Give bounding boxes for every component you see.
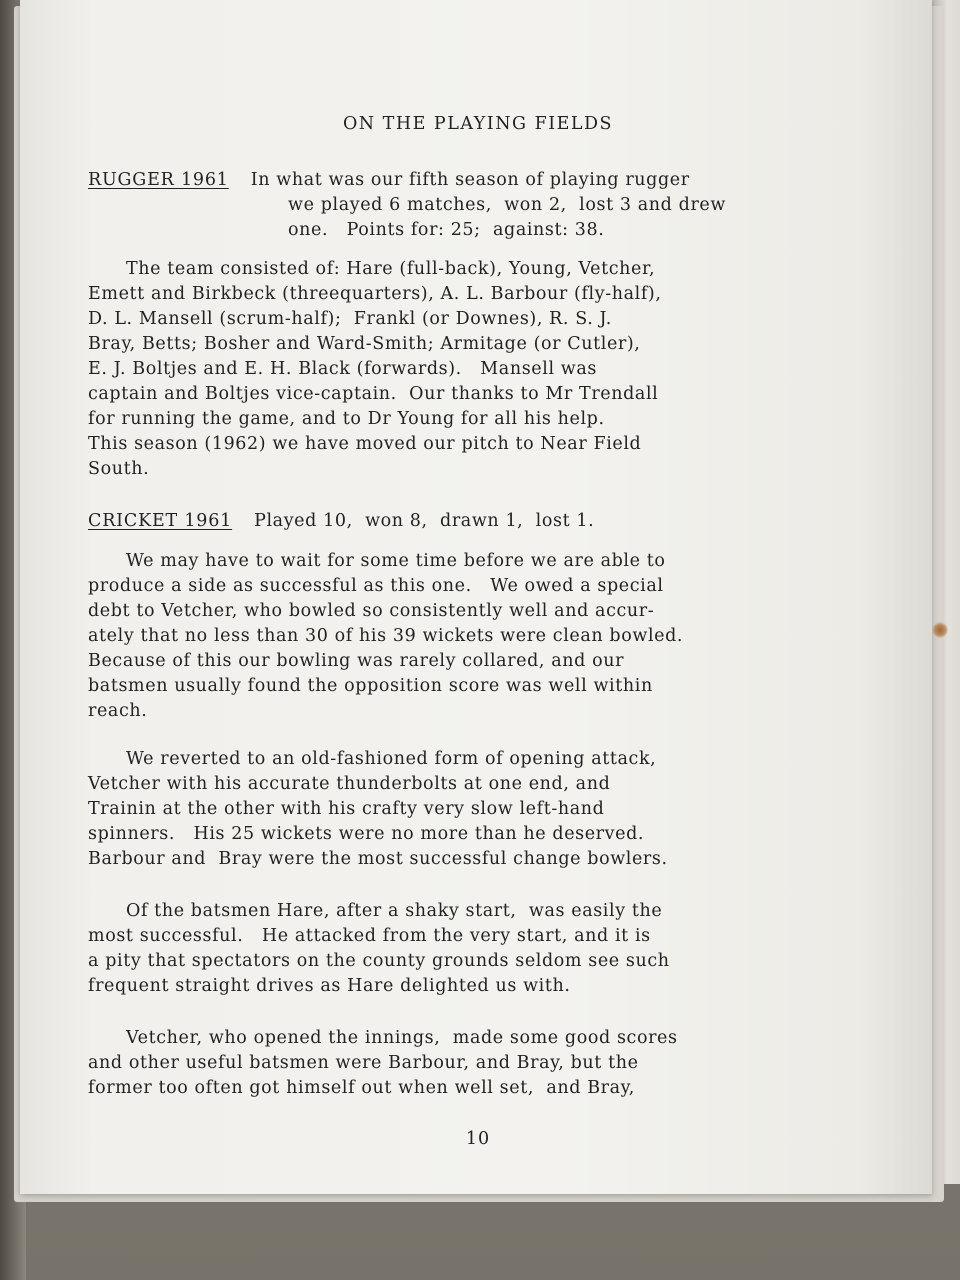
rugger-intro-line-1: In what was our fifth season of playing rugger (250, 170, 690, 190)
cricket-para3-line: a pity that spectators on the county grounds seldom see such (88, 951, 670, 971)
staple-rust-mark (932, 622, 948, 638)
cricket-para1-line: ately that no less than 30 of his 39 wickets were clean bowled. (88, 626, 684, 646)
cricket-para2-line: Trainin at the other with his crafty very slow left-hand (88, 799, 605, 819)
rugger-team-line: D. L. Mansell (scrum-half); Frankl (or Downes), R. S. J. (88, 309, 612, 329)
rugger-team-line: for running the game, and to Dr Young for all his help. (88, 409, 605, 429)
cricket-para3-line: Of the batsmen Hare, after a shaky start, was easily the (126, 901, 663, 921)
cricket-para3-line: most successful. He attacked from the very start, and it is (88, 926, 651, 946)
rugger-team-line: E. J. Boltjes and E. H. Black (forwards). Mansell was (88, 359, 598, 379)
cricket-para4-line: Vetcher, who opened the innings, made some good scores (126, 1028, 678, 1048)
cricket-para1-line: produce a side as successful as this one. We owed a special (88, 576, 664, 596)
rugger-team-line: captain and Boltjes vice-captain. Our thanks to Mr Trendall (88, 384, 659, 404)
cricket-heading: CRICKET 1961 (88, 511, 233, 531)
rugger-heading: RUGGER 1961 (88, 170, 229, 190)
cricket-para1-line: We may have to wait for some time before we are able to (126, 551, 666, 571)
cricket-para2-line: spinners. His 25 wickets were no more than he deserved. (88, 824, 645, 844)
cricket-para3-line: frequent straight drives as Hare delighted us with. (88, 976, 571, 996)
booklet-page (20, 0, 932, 1194)
rugger-team-line: Bray, Betts; Bosher and Ward-Smith; Armitage (or Cutler), (88, 334, 641, 354)
rugger-intro-line-2: we played 6 matches, won 2, lost 3 and drew (288, 195, 726, 215)
page-title: ON THE PLAYING FIELDS (342, 114, 614, 134)
rugger-intro-line-3: one. Points for: 25; against: 38. (288, 220, 605, 240)
rugger-section-head (88, 168, 868, 193)
cricket-para1-line: Because of this our bowling was rarely collared, and our (88, 651, 625, 671)
cricket-summary: Played 10, won 8, drawn 1, lost 1. (254, 511, 595, 531)
rugger-team-line: This season (1962) we have moved our pitch to Near Field (88, 434, 642, 454)
rugger-team-line: South. (88, 459, 150, 479)
cricket-para1-line: batsmen usually found the opposition score was well within (88, 676, 653, 696)
rugger-team-line: Emett and Birkbeck (threequarters), A. L. Barbour (fly-half), (88, 284, 662, 304)
cricket-para4-line: former too often got himself out when well set, and Bray, (88, 1078, 635, 1098)
cricket-para1-line: reach. (88, 701, 148, 721)
cricket-para1-line: debt to Vetcher, who bowled so consistently well and accur- (88, 601, 655, 621)
rugger-team-line: The team consisted of: Hare (full-back), Young, Vetcher, (126, 259, 656, 279)
cricket-para4-line: and other useful batsmen were Barbour, and Bray, but the (88, 1053, 639, 1073)
cricket-para2-line: We reverted to an old-fashioned form of opening attack, (126, 749, 657, 769)
cricket-section-head (88, 509, 868, 534)
page-number: 10 (465, 1129, 491, 1149)
cricket-para2-line: Barbour and Bray were the most successful change bowlers. (88, 849, 668, 869)
cricket-para2-line: Vetcher with his accurate thunderbolts at one end, and (88, 774, 611, 794)
